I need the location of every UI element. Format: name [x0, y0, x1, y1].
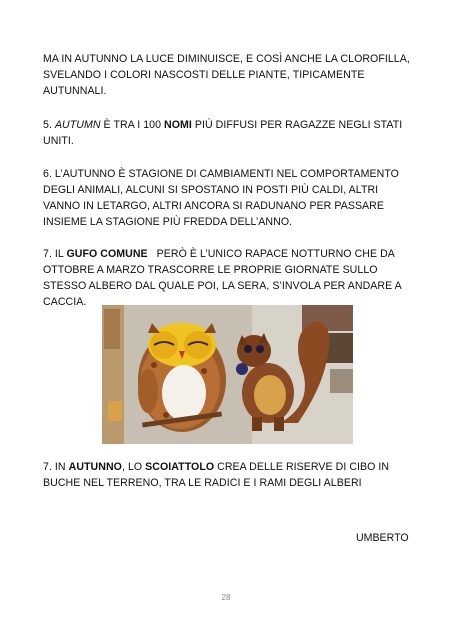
bold-nomi: NOMI: [164, 119, 192, 131]
text-fragment: PIÙ DIFFUSI PER RAGAZZE NEGLI STATI UNITI.: [43, 119, 403, 147]
paragraph-clorofilla: MA IN AUTUNNO LA LUCE DIMINUISCE, E COSÌ ANCHE LA CLOROFILLA, SVELANDO I COLORI NASCOSTI DELLE PIANTE, TIPICAMENTE AUTUNNALI.: [43, 53, 410, 97]
paragraph-autumn-name: [43, 117, 418, 149]
paragraph-animali: 6. L’AUTUNNO È STAGIONE DI CAMBIAMENTI NEL COMPORTAMENTO DEGLI ANIMALI, ALCUNI SI SPOSTANO IN POSTI PIÙ CALDI, ALTRI VANNO IN LETARGO, ALTRI ANCORA SI RADUNANO PER PASSARE INSIEME LA STAGIONE PIÙ FREDDA DELL’ANNO.: [43, 168, 399, 228]
item-number: 7. IL: [43, 248, 67, 260]
paragraph-gufo: [43, 246, 418, 310]
text-fragment: CREA DELLE RISERVE DI CIBO IN BUCHE NEL TERRENO, TRA LE RADICI E I RAMI DEGLI ALBERI: [43, 461, 390, 489]
owl-figure: [138, 323, 226, 432]
page-number: 28: [221, 593, 231, 602]
item-number: 7. IN: [43, 461, 69, 473]
bold-scoiattolo: SCOIATTOLO: [145, 461, 215, 473]
author-name: UMBERTO: [356, 532, 409, 544]
italic-autumn: AUTUMN: [54, 119, 101, 131]
paragraph-scoiattolo: [43, 459, 418, 491]
item-number: 5.: [43, 119, 55, 131]
bold-gufo-comune: GUFO COMUNE: [66, 248, 148, 260]
text-fragment: , LO: [121, 461, 146, 473]
text-fragment: PERÒ È L’UNICO RAPACE NOTTURNO CHE DA OTTOBRE A MARZO TRASCORRE LE PROPRIE GIORNATE SULLO STESSO ALBERO DAL QUALE POI, LA SERA, S’INVOLA PER ANDARE A CACCIA.: [43, 248, 405, 308]
bold-autunno: AUTUNNO: [68, 461, 122, 473]
owl-squirrel-craft-photo: [102, 305, 353, 444]
text-fragment: È TRA I 100: [100, 119, 165, 131]
